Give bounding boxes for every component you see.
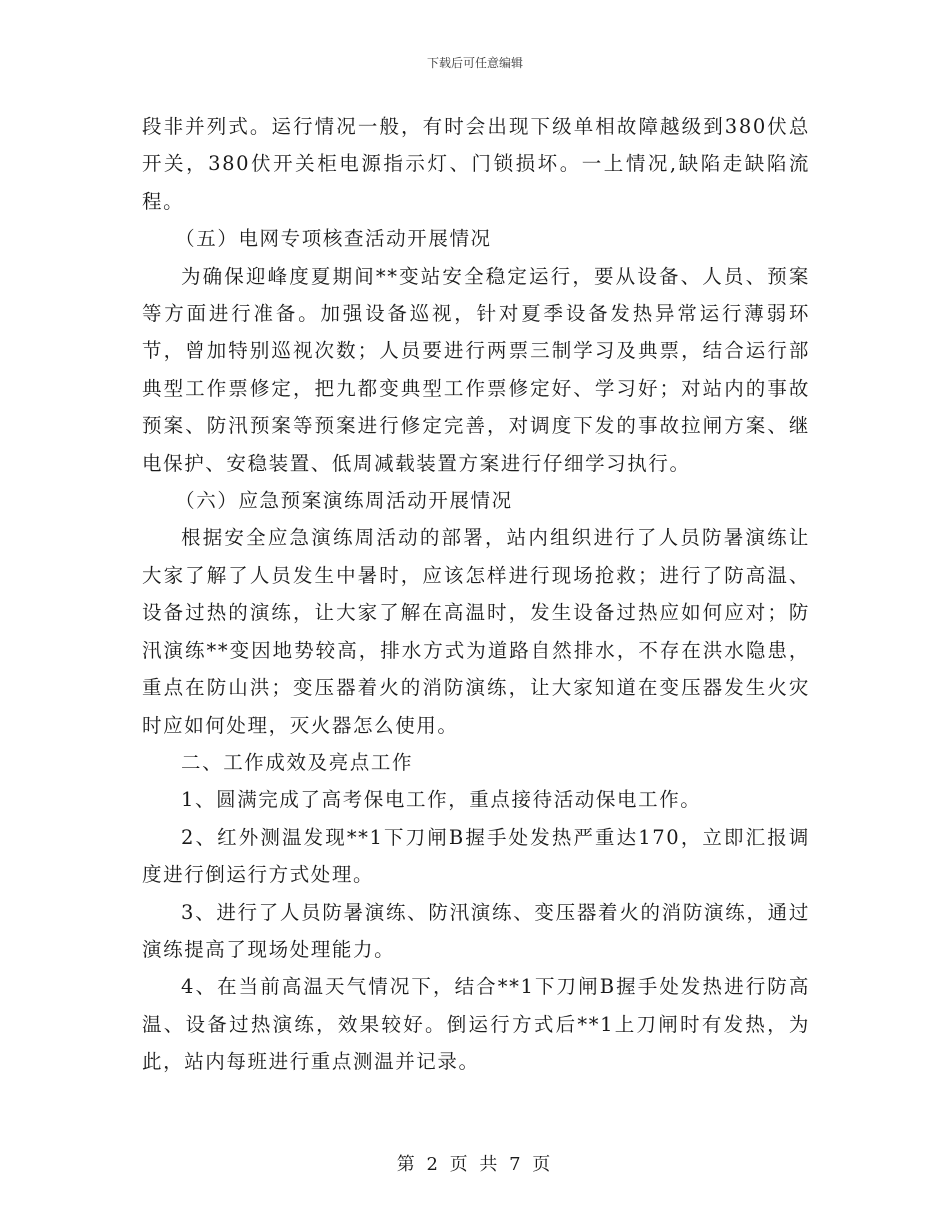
section-heading-5: （五）电网专项核查活动开展情况: [175, 227, 492, 251]
section-heading-2: 二、工作成效及亮点工作: [181, 750, 414, 774]
document-body: [142, 108, 810, 1081]
list-item-4: 4、在当前高温天气情况下，结合**1下刀闸B握手处发热进行防高温、设备过热演练，效果较好。倒运行方式后**1上刀闸时有发热，为此，站内每班进行重点测温并记录。: [142, 975, 810, 1074]
list-item-1: 1、圆满完成了高考保电工作，重点接待活动保电工作。: [181, 788, 702, 812]
paragraph-continuation: 段非并列式。运行情况一般，有时会出现下级单相故障越级到380伏总开关，380伏开关柜电源指示灯、门锁损坏。一上情况,缺陷走缺陷流程。: [142, 115, 810, 213]
header-note: 下载后可任意编辑: [426, 56, 523, 70]
list-item-3: 3、进行了人员防暑演练、防汛演练、变压器着火的消防演练，通过演练提高了现场处理能力。: [142, 900, 810, 961]
section-heading-6: （六）应急预案演练周活动开展情况: [175, 489, 513, 513]
page-number: 第 2 页 共 7 页: [396, 1154, 554, 1175]
paragraph-section-5: 为确保迎峰度夏期间**变站安全稳定运行，要从设备、人员、预案等方面进行准备。加强设备巡视，针对夏季设备发热异常运行薄弱环节，曾加特别巡视次数；人员要进行两票三制学习及典票，结合运行部典型工作票修定，把九都变典型工作票修定好、学习好；对站内的事故预案、防汛预案等预案进行修定完善，对调度下发的事故拉闸方案、继电保护、安稳装置、低周减载装置方案进行仔细学习执行。: [142, 264, 810, 475]
list-item-2: 2、红外测温发现**1下刀闸B握手处发热严重达170，立即汇报调度进行倒运行方式处理。: [142, 825, 810, 887]
paragraph-section-6: 根据安全应急演练周活动的部署，站内组织进行了人员防暑演练让大家了解了人员发生中暑时，应该怎样进行现场抢救；进行了防高温、设备过热的演练，让大家了解在高温时，发生设备过热应如何应对；防汛演练**变因地势较高，排水方式为道路自然排水，不存在洪水隐患，重点在防山洪；变压器着火的消防演练，让大家知道在变压器发生火灾时应如何处理，灭火器怎么使用。: [142, 526, 810, 737]
